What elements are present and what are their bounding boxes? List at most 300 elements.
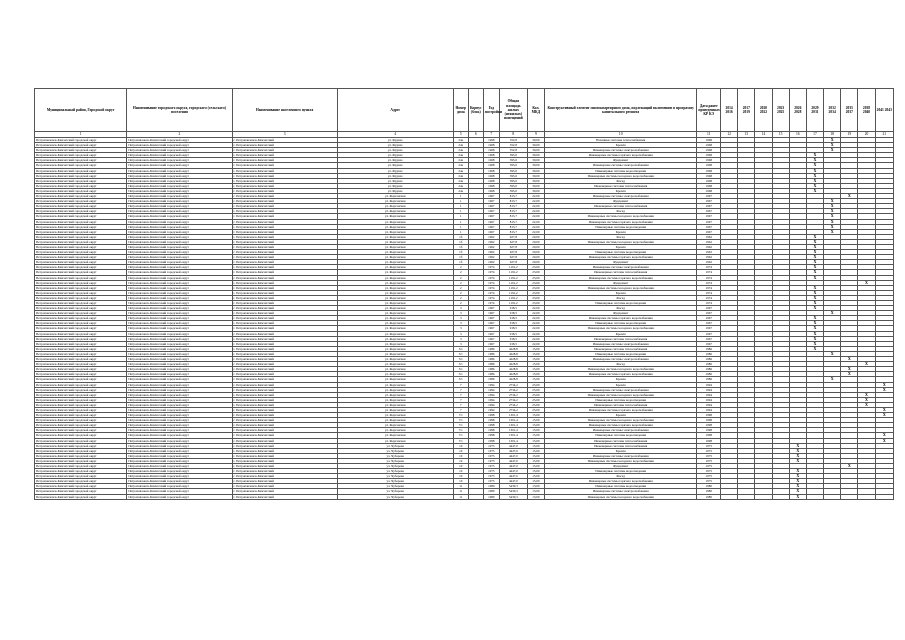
locality: г. Петропавловск-Камчатский — [232, 173, 337, 178]
district: Петропавловск-Камчатский городской округ — [35, 464, 127, 469]
locality: г. Петропавловск-Камчатский — [232, 244, 337, 249]
house-number-cell: 7/1 — [453, 438, 468, 443]
prev-repair-date-cell: 1975 — [697, 453, 721, 458]
address-cell: ул. Ферганская — [337, 321, 453, 326]
prev-repair-date-cell: 1968 — [697, 143, 721, 148]
settlement: Петропавловск-Камчатский городской округ — [127, 331, 232, 336]
locality: г. Петропавловск-Камчатский — [232, 357, 337, 362]
build-year-cell: 1967 — [483, 194, 499, 199]
mkd-count-cell: 23,00 — [527, 270, 544, 275]
address-cell: ул. Чубарова — [337, 489, 453, 494]
build-year-cell: 1967 — [483, 219, 499, 224]
mkd-count-cell: 15,00 — [527, 377, 544, 382]
locality: г. Петропавловск-Камчатский — [232, 423, 337, 428]
house-number-cell: 10 — [453, 474, 468, 479]
element-cell: Фасад — [544, 295, 696, 300]
settlement: Петропавловск-Камчатский городской округ — [127, 453, 232, 458]
element-cell: Инженерные системы горячего водоснабжения — [544, 372, 696, 377]
settlement: Петропавловск-Камчатский городской округ — [127, 357, 232, 362]
mkd-count-cell: 15,00 — [527, 372, 544, 377]
locality: г. Петропавловск-Камчатский — [232, 199, 337, 204]
period-cell — [772, 494, 789, 499]
mkd-count-cell: 30,00 — [527, 168, 544, 173]
district: Петропавловск-Камчатский городской округ — [35, 407, 127, 412]
prev-repair-date-cell: 1998 — [697, 418, 721, 423]
element-cell: Инженерные системы горячего водоснабжения — [544, 423, 696, 428]
prev-repair-date-cell: 1975 — [697, 469, 721, 474]
district: Петропавловск-Камчатский городской округ — [35, 224, 127, 229]
house-number-cell: 7/1 — [453, 413, 468, 418]
settlement: Петропавловск-Камчатский городской округ — [127, 255, 232, 260]
period-mark: X — [789, 458, 806, 463]
house-number-cell: 3 — [453, 336, 468, 341]
mkd-count-cell: 23,00 — [527, 290, 544, 295]
area-cell: 5430,3 — [499, 494, 527, 499]
house-number-cell: 3/1 — [453, 362, 468, 367]
address-cell: ул. Фрунзе — [337, 148, 453, 153]
mkd-count-cell: 22,00 — [527, 326, 544, 331]
address-cell: ул. Ферганская — [337, 285, 453, 290]
prev-repair-date-cell: 1967 — [697, 316, 721, 321]
locality: г. Петропавловск-Камчатский — [232, 372, 337, 377]
district: Петропавловск-Камчатский городской округ — [35, 357, 127, 362]
period-mark: X — [824, 204, 841, 209]
district: Петропавловск-Камчатский городской округ — [35, 311, 127, 316]
area-cell: 627,8 — [499, 234, 527, 239]
locality: г. Петропавловск-Камчатский — [232, 382, 337, 387]
prev-repair-date-cell: 1967 — [697, 306, 721, 311]
address-cell: ул. Ферганская — [337, 418, 453, 423]
area-cell: 918,5 — [499, 341, 527, 346]
element-cell: Инженерные системы холодного водоснабжения — [544, 418, 696, 423]
element-cell: Инженерные системы теплоснабжения — [544, 204, 696, 209]
settlement: Петропавловск-Камчатский городской округ — [127, 194, 232, 199]
address-cell: ул. Ферганская — [337, 295, 453, 300]
mkd-count-cell: 25,00 — [527, 407, 544, 412]
element-cell: Фасад — [544, 209, 696, 214]
period-mark: X — [824, 209, 841, 214]
district: Петропавловск-Камчатский городской округ — [35, 479, 127, 484]
build-year-cell: 1975 — [483, 453, 499, 458]
locality: г. Петропавловск-Камчатский — [232, 148, 337, 153]
locality: г. Петропавловск-Камчатский — [232, 214, 337, 219]
element-cell: Инженерные системы водоотведения — [544, 321, 696, 326]
house-number-cell: 10 — [453, 448, 468, 453]
area-cell: 918,5 — [499, 316, 527, 321]
address-cell: ул. Фрунзе — [337, 158, 453, 163]
address-cell: ул. Ферганская — [337, 229, 453, 234]
settlement: Петропавловск-Камчатский городской округ — [127, 372, 232, 377]
address-cell: ул. Ферганская — [337, 239, 453, 244]
area-cell: 1191,2 — [499, 285, 527, 290]
mkd-count-cell: 22,00 — [527, 224, 544, 229]
locality: г. Петропавловск-Камчатский — [232, 407, 337, 412]
locality: г. Петропавловск-Камчатский — [232, 168, 337, 173]
build-year-cell: 1986 — [483, 362, 499, 367]
settlement: Петропавловск-Камчатский городской округ — [127, 219, 232, 224]
build-year-cell: 1998 — [483, 433, 499, 438]
mkd-count-cell: 15,00 — [527, 346, 544, 351]
period-mark: X — [806, 234, 823, 239]
address-cell: ул. Ферганская — [337, 402, 453, 407]
prev-repair-date-cell: 1975 — [697, 448, 721, 453]
build-year-cell: 1998 — [483, 418, 499, 423]
build-year-cell: 1967 — [483, 341, 499, 346]
build-year-cell: 1967 — [483, 331, 499, 336]
house-number-cell: 10 — [453, 458, 468, 463]
build-year-cell: 1962 — [483, 250, 499, 255]
period-mark: X — [789, 469, 806, 474]
house-number-cell: 7 — [453, 382, 468, 387]
settlement: Петропавловск-Камчатский городской округ — [127, 479, 232, 484]
address-cell: ул. Ферганская — [337, 214, 453, 219]
area-cell: 1191,2 — [499, 275, 527, 280]
settlement: Петропавловск-Камчатский городской округ — [127, 183, 232, 188]
mkd-count-cell: 13,00 — [527, 494, 544, 499]
district: Петропавловск-Камчатский городской округ — [35, 209, 127, 214]
element-cell: Фасад — [544, 306, 696, 311]
locality: г. Петропавловск-Камчатский — [232, 306, 337, 311]
period-mark: X — [806, 158, 823, 163]
district: Петропавловск-Камчатский городской округ — [35, 438, 127, 443]
area-cell: 627,8 — [499, 260, 527, 265]
mkd-count-cell: 30,00 — [527, 183, 544, 188]
house-number-cell: 1 — [453, 199, 468, 204]
build-year-cell: 1994 — [483, 382, 499, 387]
house-number-cell: 11 — [453, 489, 468, 494]
period-mark: X — [824, 138, 841, 143]
area-cell: 813,7 — [499, 209, 527, 214]
district: Петропавловск-Камчатский городской округ — [35, 423, 127, 428]
locality: г. Петропавловск-Камчатский — [232, 443, 337, 448]
element-cell: Инженерные системы горячего водоснабжения — [544, 407, 696, 412]
settlement: Петропавловск-Камчатский городской округ — [127, 199, 232, 204]
prev-repair-date-cell: 1967 — [697, 336, 721, 341]
area-cell: 918,5 — [499, 336, 527, 341]
build-year-cell: 1974 — [483, 270, 499, 275]
mkd-count-cell: 22,00 — [527, 321, 544, 326]
mkd-count-cell: 20,00 — [527, 239, 544, 244]
house-number-cell: 1 — [453, 194, 468, 199]
build-year-cell: 1968 — [483, 153, 499, 158]
locality: г. Петропавловск-Камчатский — [232, 453, 337, 458]
mkd-count-cell: 25,00 — [527, 402, 544, 407]
house-number-cell: 7/1 — [453, 418, 468, 423]
mkd-count-cell: 22,00 — [527, 341, 544, 346]
district: Петропавловск-Камчатский городской округ — [35, 168, 127, 173]
area-cell: 813,7 — [499, 199, 527, 204]
district: Петропавловск-Камчатский городской округ — [35, 469, 127, 474]
settlement: Петропавловск-Камчатский городской округ — [127, 311, 232, 316]
address-cell: ул. Ферганская — [337, 433, 453, 438]
build-year-cell: 1975 — [483, 464, 499, 469]
column-header: Кол. МКД — [527, 89, 544, 132]
period-mark: X — [806, 239, 823, 244]
locality: г. Петропавловск-Камчатский — [232, 479, 337, 484]
build-year-cell: 1968 — [483, 178, 499, 183]
build-year-cell: 1962 — [483, 255, 499, 260]
element-cell: Инженерные системы электроснабжения — [544, 453, 696, 458]
settlement: Петропавловск-Камчатский городской округ — [127, 392, 232, 397]
element-cell: Инженерные системы электроснабжения — [544, 387, 696, 392]
house-number-cell: 1б — [453, 260, 468, 265]
mkd-count-cell: 30,00 — [527, 188, 544, 193]
house-number-cell: 1б — [453, 239, 468, 244]
period-mark: X — [824, 148, 841, 153]
column-number: 3 — [232, 132, 337, 138]
period-mark: X — [806, 301, 823, 306]
address-cell: ул. Ферганская — [337, 341, 453, 346]
settlement: Петропавловск-Камчатский городской округ — [127, 158, 232, 163]
address-cell: ул. Чубарова — [337, 474, 453, 479]
address-cell: ул. Ферганская — [337, 407, 453, 412]
period-mark: X — [824, 377, 841, 382]
column-header: Общая площадь жилых (нежилых) помещений — [499, 89, 527, 132]
settlement: Петропавловск-Камчатский городской округ — [127, 402, 232, 407]
area-cell: 813,7 — [499, 229, 527, 234]
prev-repair-date-cell: 1998 — [697, 413, 721, 418]
district: Петропавловск-Камчатский городской округ — [35, 301, 127, 306]
settlement: Петропавловск-Камчатский городской округ — [127, 346, 232, 351]
period-mark: X — [806, 163, 823, 168]
column-header: Дата ранее проведенных КР КЭ — [697, 89, 721, 132]
district: Петропавловск-Камчатский городской округ — [35, 219, 127, 224]
settlement: Петропавловск-Камчатский городской округ — [127, 326, 232, 331]
prev-repair-date-cell: 1974 — [697, 280, 721, 285]
build-year-cell: 1967 — [483, 311, 499, 316]
element-cell: Инженерные системы холодного водоснабжения — [544, 214, 696, 219]
settlement: Петропавловск-Камчатский городской округ — [127, 188, 232, 193]
element-cell: Инженерные системы теплоснабжения — [544, 336, 696, 341]
element-cell: Фасад — [544, 234, 696, 239]
area-cell: 5430,3 — [499, 489, 527, 494]
prev-repair-date-cell: 1967 — [697, 224, 721, 229]
area-cell: 4447,0 — [499, 453, 527, 458]
mkd-count-cell: 25,00 — [527, 397, 544, 402]
prev-repair-date-cell: 1975 — [697, 443, 721, 448]
prev-repair-date-cell: 1962 — [697, 239, 721, 244]
area-cell: 1191,2 — [499, 280, 527, 285]
mkd-count-cell: 20,00 — [527, 244, 544, 249]
address-cell: ул. Ферганская — [337, 244, 453, 249]
settlement: Петропавловск-Камчатский городской округ — [127, 428, 232, 433]
settlement: Петропавловск-Камчатский городской округ — [127, 367, 232, 372]
area-cell: 2734,2 — [499, 392, 527, 397]
district: Петропавловск-Камчатский городской округ — [35, 188, 127, 193]
area-cell: 4228,8 — [499, 346, 527, 351]
mkd-count-cell: 22,00 — [527, 336, 544, 341]
mkd-count-cell: 30,00 — [527, 138, 544, 143]
address-cell: ул. Чубарова — [337, 448, 453, 453]
period-mark: X — [875, 382, 893, 387]
address-cell: ул. Чубарова — [337, 458, 453, 463]
district: Петропавловск-Камчатский городской округ — [35, 484, 127, 489]
locality: г. Петропавловск-Камчатский — [232, 458, 337, 463]
district: Петропавловск-Камчатский городской округ — [35, 413, 127, 418]
district: Петропавловск-Камчатский городской округ — [35, 362, 127, 367]
prev-repair-date-cell: 1974 — [697, 290, 721, 295]
mkd-count-cell: 23,00 — [527, 301, 544, 306]
period-mark: X — [789, 484, 806, 489]
locality: г. Петропавловск-Камчатский — [232, 413, 337, 418]
period-mark: X — [789, 474, 806, 479]
area-cell: 1301,4 — [499, 433, 527, 438]
column-number: 20 — [858, 132, 875, 138]
element-cell: Инженерные системы горячего водоснабжения — [544, 275, 696, 280]
address-cell: ул. Чубарова — [337, 479, 453, 484]
district: Петропавловск-Камчатский городской округ — [35, 250, 127, 255]
prev-repair-date-cell: 1967 — [697, 331, 721, 336]
prev-repair-date-cell: 1980 — [697, 494, 721, 499]
settlement: Петропавловск-Камчатский городской округ — [127, 489, 232, 494]
build-year-cell: 1974 — [483, 295, 499, 300]
mkd-count-cell: 15,00 — [527, 351, 544, 356]
locality: г. Петропавловск-Камчатский — [232, 138, 337, 143]
settlement: Петропавловск-Камчатский городской округ — [127, 484, 232, 489]
header-row — [35, 89, 894, 132]
mkd-count-cell: 22,00 — [527, 229, 544, 234]
prev-repair-date-cell: 1968 — [697, 148, 721, 153]
build-year-cell: 1962 — [483, 239, 499, 244]
build-year-cell: 1974 — [483, 290, 499, 295]
element-cell: Инженерные системы холодного водоснабжения — [544, 494, 696, 499]
mkd-count-cell: 15,00 — [527, 438, 544, 443]
period-mark: X — [806, 331, 823, 336]
build-year-cell: 1986 — [483, 346, 499, 351]
locality: г. Петропавловск-Камчатский — [232, 229, 337, 234]
locality: г. Петропавловск-Камчатский — [232, 295, 337, 300]
prev-repair-date-cell: 1967 — [697, 321, 721, 326]
district: Петропавловск-Камчатский городской округ — [35, 346, 127, 351]
period-mark: X — [875, 438, 893, 443]
prev-repair-date-cell: 1967 — [697, 209, 721, 214]
address-cell: ул. Ферганская — [337, 392, 453, 397]
area-cell: 4228,8 — [499, 372, 527, 377]
element-cell: Инженерные системы холодного водоснабжения — [544, 239, 696, 244]
area-cell: 918,5 — [499, 311, 527, 316]
house-number-cell: 3/1 — [453, 357, 468, 362]
district: Петропавловск-Камчатский городской округ — [35, 428, 127, 433]
locality: г. Петропавловск-Камчатский — [232, 163, 337, 168]
settlement: Петропавловск-Камчатский городской округ — [127, 301, 232, 306]
period-mark: X — [789, 443, 806, 448]
settlement: Петропавловск-Камчатский городской округ — [127, 448, 232, 453]
element-cell: Инженерные системы горячего водоснабжения — [544, 316, 696, 321]
district: Петропавловск-Камчатский городской округ — [35, 148, 127, 153]
area-cell: 813,7 — [499, 204, 527, 209]
element-cell: Инженерные системы электроснабжения — [544, 341, 696, 346]
district: Петропавловск-Камчатский городской округ — [35, 229, 127, 234]
build-year-cell: 1975 — [483, 474, 499, 479]
area-cell: 2734,2 — [499, 407, 527, 412]
locality: г. Петропавловск-Камчатский — [232, 387, 337, 392]
mkd-count-cell: 13,00 — [527, 489, 544, 494]
area-cell: 395,0 — [499, 158, 527, 163]
district: Петропавловск-Камчатский городской округ — [35, 367, 127, 372]
build-year-cell: 1962 — [483, 244, 499, 249]
column-number: 18 — [824, 132, 841, 138]
prev-repair-date-cell: 1962 — [697, 250, 721, 255]
area-cell: 4447,0 — [499, 448, 527, 453]
house-number-cell: 24а — [453, 183, 468, 188]
house-number-cell: 10 — [453, 469, 468, 474]
house-number-cell: 1 — [453, 209, 468, 214]
address-cell: ул. Чубарова — [337, 464, 453, 469]
address-cell: ул. Ферганская — [337, 270, 453, 275]
locality: г. Петропавловск-Камчатский — [232, 255, 337, 260]
locality: г. Петропавловск-Камчатский — [232, 234, 337, 239]
area-cell: 4447,0 — [499, 469, 527, 474]
prev-repair-date-cell: 1998 — [697, 428, 721, 433]
district: Петропавловск-Камчатский городской округ — [35, 295, 127, 300]
settlement: Петропавловск-Камчатский городской округ — [127, 387, 232, 392]
address-cell: ул. Фрунзе — [337, 163, 453, 168]
element-cell: Кровля — [544, 244, 696, 249]
mkd-count-cell: 15,00 — [527, 362, 544, 367]
element-cell: Инженерные системы холодного водоснабжения — [544, 367, 696, 372]
address-cell: ул. Чубарова — [337, 469, 453, 474]
locality: г. Петропавловск-Камчатский — [232, 494, 337, 499]
house-number-cell: 11 — [453, 484, 468, 489]
house-number-cell: 10 — [453, 464, 468, 469]
settlement: Петропавловск-Камчатский городской округ — [127, 275, 232, 280]
locality: г. Петропавловск-Камчатский — [232, 143, 337, 148]
mkd-count-cell: 25,00 — [527, 392, 544, 397]
period-mark: X — [841, 194, 858, 199]
area-cell: 4447,0 — [499, 443, 527, 448]
period-mark: X — [858, 402, 875, 407]
prev-repair-date-cell: 1967 — [697, 219, 721, 224]
district: Петропавловск-Камчатский городской округ — [35, 336, 127, 341]
prev-repair-date-cell: 1967 — [697, 341, 721, 346]
area-cell: 2734,2 — [499, 402, 527, 407]
area-cell: 395,0 — [499, 163, 527, 168]
prev-repair-date-cell: 1994 — [697, 397, 721, 402]
column-number: 17 — [806, 132, 823, 138]
period-mark: X — [858, 397, 875, 402]
area-cell: 1191,2 — [499, 265, 527, 270]
prev-repair-date-cell: 1980 — [697, 484, 721, 489]
element-cell: Инженерные системы теплоснабжения — [544, 402, 696, 407]
build-year-cell: 1974 — [483, 280, 499, 285]
mkd-count-cell: 22,00 — [527, 316, 544, 321]
mkd-count-cell: 30,00 — [527, 143, 544, 148]
house-number-cell: 3/1 — [453, 367, 468, 372]
locality: г. Петропавловск-Камчатский — [232, 469, 337, 474]
build-year-cell: 1968 — [483, 148, 499, 153]
prev-repair-date-cell: 1968 — [697, 138, 721, 143]
build-year-cell: 1998 — [483, 423, 499, 428]
prev-repair-date-cell: 1986 — [697, 362, 721, 367]
locality: г. Петропавловск-Камчатский — [232, 260, 337, 265]
build-year-cell: 1968 — [483, 138, 499, 143]
build-year-cell: 1967 — [483, 321, 499, 326]
build-year-cell: 1967 — [483, 204, 499, 209]
prev-repair-date-cell: 1986 — [697, 377, 721, 382]
district: Петропавловск-Камчатский городской округ — [35, 270, 127, 275]
area-cell: 2734,2 — [499, 397, 527, 402]
district: Петропавловск-Камчатский городской округ — [35, 377, 127, 382]
period-mark: X — [789, 479, 806, 484]
area-cell: 813,7 — [499, 214, 527, 219]
period-mark: X — [806, 326, 823, 331]
house-number-cell: 7/1 — [453, 428, 468, 433]
block-cell — [468, 494, 483, 499]
district: Петропавловск-Камчатский городской округ — [35, 234, 127, 239]
mkd-count-cell: 15,00 — [527, 464, 544, 469]
area-cell: 1301,4 — [499, 428, 527, 433]
locality: г. Петропавловск-Камчатский — [232, 321, 337, 326]
